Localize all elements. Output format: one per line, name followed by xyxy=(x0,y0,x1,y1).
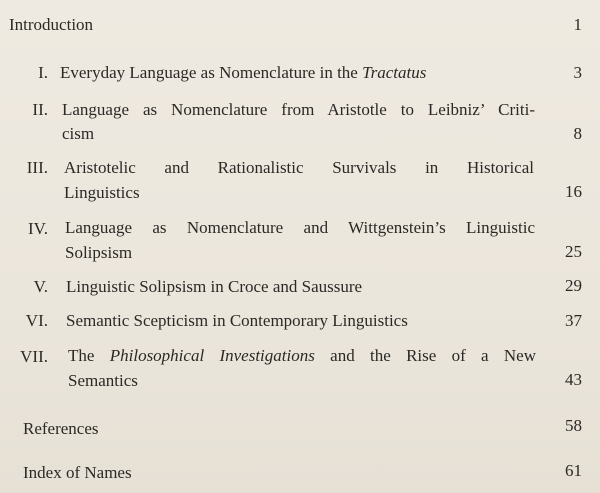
chapter-numeral-i: I. xyxy=(38,63,48,82)
chapter-page-iii: 16 xyxy=(565,182,582,201)
chapter-title-ii-line2: cism xyxy=(62,124,95,143)
chapter-title-vii-line1: The Philosophical Investigations and the Rise of a New xyxy=(68,346,536,365)
chapter-numeral-iv: IV. xyxy=(28,219,48,238)
chapter-title-iv-line2: Solipsism xyxy=(65,243,133,262)
toc-page-introduction: 1 xyxy=(573,15,582,34)
chapter-page-iv: 25 xyxy=(565,242,582,261)
chapter-title-v: Linguistic Solipsism in Croce and Saussure xyxy=(66,277,363,296)
chapter-numeral-vii: VII. xyxy=(20,347,48,366)
toc-entry-introduction: Introduction xyxy=(9,15,94,34)
chapter-title-iii-line2: Linguistics xyxy=(64,183,140,202)
toc-page-references: 58 xyxy=(565,416,582,435)
toc-page-index: 61 xyxy=(565,461,582,480)
chapter-title-i: Everyday Language as Nomenclature in the Tractatus xyxy=(60,63,427,82)
chapter-page-i: 3 xyxy=(573,63,582,82)
chapter-title-vii-line2: Semantics xyxy=(68,371,138,390)
chapter-page-vii: 43 xyxy=(565,370,582,389)
toc-entry-index: Index of Names xyxy=(23,463,132,482)
chapter-page-vi: 37 xyxy=(565,311,582,330)
chapter-numeral-iii: III. xyxy=(26,158,48,177)
chapter-title-iv-line1: Language as Nomenclature and Wittgenstein’s Linguistic xyxy=(65,218,535,237)
toc-entry-references: References xyxy=(23,419,99,438)
chapter-page-ii: 8 xyxy=(573,124,582,143)
chapter-page-v: 29 xyxy=(565,276,582,295)
chapter-numeral-ii: II. xyxy=(32,100,48,119)
chapter-title-iii-line1: Aristotelic and Rationalistic Survivals in Historical xyxy=(64,158,534,177)
chapter-title-ii-line1: Language as Nomenclature from Aristotle to Leibniz’ Criti- xyxy=(62,100,535,119)
chapter-numeral-vi: VI. xyxy=(25,311,48,330)
chapter-title-vi: Semantic Scepticism in Contemporary Linguistics xyxy=(66,311,408,330)
chapter-numeral-v: V. xyxy=(33,277,48,296)
